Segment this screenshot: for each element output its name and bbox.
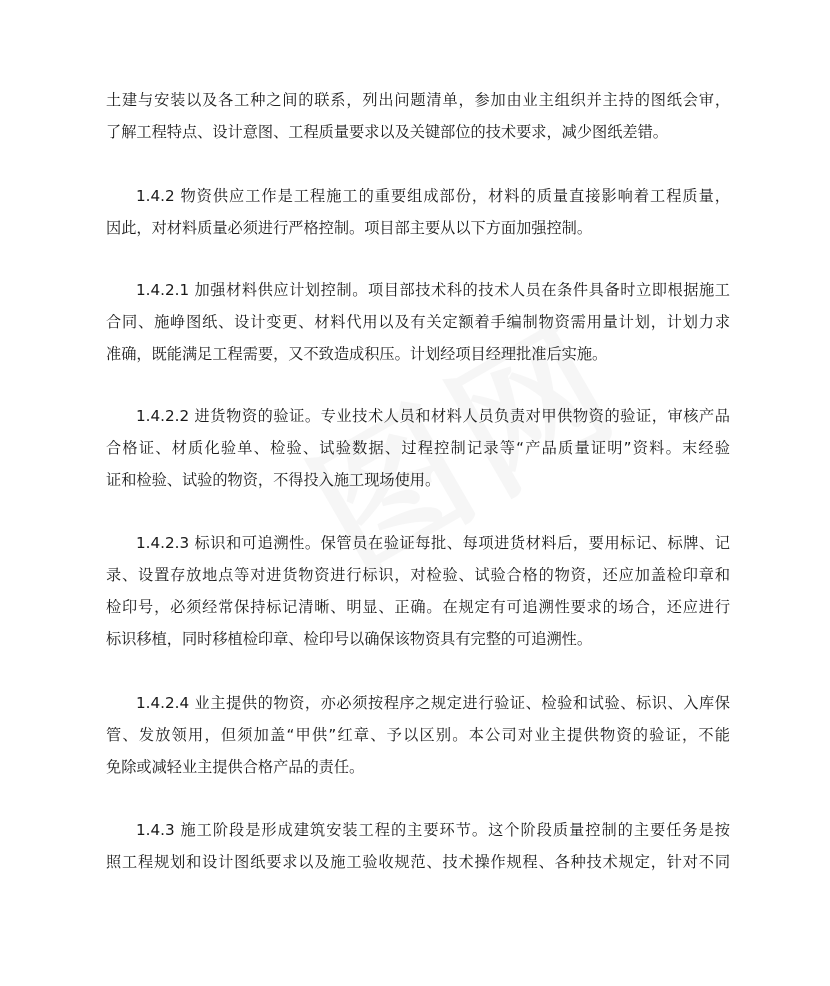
text-line: 录、设置存放地点等对进货物资进行标识，对检验、试验合格的物资，还应加盖检印章和 <box>106 566 730 584</box>
text-line: 1.4.2.3 标识和可追溯性。保管员在验证每批、每项进货材料后，要用标记、标牌、记 <box>136 534 730 552</box>
text-line: 合同、施峥图纸、设计变更、材料代用以及有关定额着手编制物资需用量计划，计划力求 <box>106 313 730 331</box>
text-line: 照工程规划和设计图纸要求以及施工验收规范、技术操作规程、各种技术规定，针对不同 <box>106 853 730 871</box>
text-line: 1.4.2.2 进货物资的验证。专业技术人员和材料人员负责对甲供物资的验证，审核产品 <box>136 407 730 425</box>
paragraph-1-4-2-1 <box>106 274 730 370</box>
text-line: 1.4.2 物资供应工作是工程施工的重要组成部份，材料的质量直接影响着工程质量， <box>136 187 730 205</box>
text-line: 1.4.3 施工阶段是形成建筑安装工程的主要环节。这个阶段质量控制的主要任务是按 <box>136 821 730 839</box>
text-line: 免除或减轻业主提供合格产品的责任。 <box>106 758 365 776</box>
paragraph-continuation <box>106 84 730 148</box>
text-line: 了解工程特点、设计意图、工程质量要求以及关键部位的技术要求，减少图纸差错。 <box>106 123 668 141</box>
text-line: 管、发放领用，但须加盖“甲供”红章、予以区别。本公司对业主提供物资的验证，不能 <box>106 726 730 744</box>
text-line: 合格证、材质化验单、检验、试验数据、过程控制记录等“产品质量证明”资料。末经验 <box>106 439 730 457</box>
paragraph-1-4-2 <box>106 180 730 244</box>
text-line: 1.4.2.4 业主提供的物资，亦必须按程序之规定进行验证、检验和试验、标识、入库保 <box>136 694 730 712</box>
paragraph-1-4-2-2 <box>106 400 730 496</box>
text-line: 证和检验、试验的物资，不得投入施工现场使用。 <box>106 471 441 489</box>
text-line: 标识移植，同时移植检印章、检印号以确保该物资具有完整的可追溯性。 <box>106 630 592 648</box>
paragraph-1-4-2-3 <box>106 527 730 655</box>
text-line: 土建与安装以及各工种之间的联系，列出问题清单，参加由业主组织并主持的图纸会审， <box>106 91 730 109</box>
text-line: 因此，对材料质量必须进行严格控制。项目部主要从以下方面加强控制。 <box>106 219 592 237</box>
paragraph-1-4-3 <box>106 814 730 878</box>
text-line: 1.4.2.1 加强材料供应计划控制。项目部技术科的技术人员在条件具备时立即根据施工 <box>136 281 730 299</box>
paragraph-1-4-2-4 <box>106 687 730 783</box>
text-line: 检印号，必须经常保持标记清晰、明显、正确。在规定有可追溯性要求的场合，还应进行 <box>106 598 730 616</box>
text-line: 准确，既能满足工程需要，又不致造成积压。计划经项目经理批准后实施。 <box>106 345 608 363</box>
